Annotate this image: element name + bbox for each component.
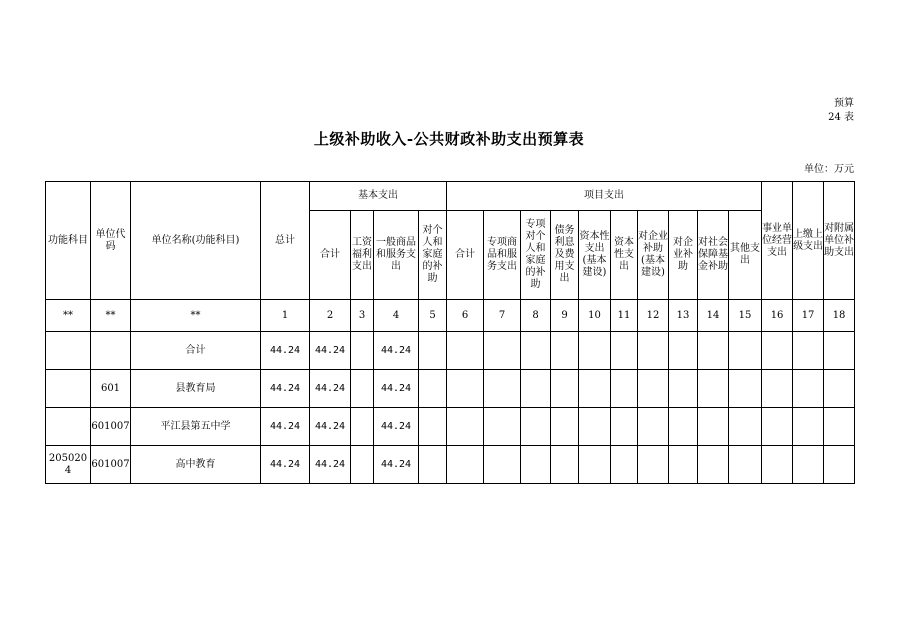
header-extra-2: 对附属单位补助支出 [824,182,855,300]
func-code-cell [46,370,91,408]
amount-cell [638,446,669,484]
table-row [46,332,855,370]
func-code-cell [46,332,91,370]
numbering-row [46,300,855,332]
amount-cell: 44.24 [374,408,419,446]
column-number: 3 [351,300,374,332]
unit-code-cell: 601007 [91,446,131,484]
amount-cell [698,370,729,408]
column-number: 12 [638,300,669,332]
amount-cell [762,408,793,446]
header-project-1: 专项商品和服务支出 [484,211,521,300]
column-number: 9 [551,300,579,332]
amount-cell [824,408,855,446]
table-row [46,370,855,408]
header-basic-2: 一般商品和服务支出 [374,211,419,300]
amount-cell [447,446,484,484]
amount-cell [484,332,521,370]
amount-cell [484,408,521,446]
column-number: 2 [310,300,351,332]
column-number: 14 [698,300,729,332]
amount-cell: 44.24 [261,332,310,370]
amount-cell [698,332,729,370]
amount-cell [551,446,579,484]
amount-cell [351,408,374,446]
column-number: ** [91,300,131,332]
amount-cell [521,332,551,370]
amount-cell [669,370,698,408]
amount-cell [762,332,793,370]
amount-cell [351,370,374,408]
amount-cell [447,332,484,370]
header-basic-1: 工资福利支出 [351,211,374,300]
amount-cell [638,332,669,370]
amount-cell [579,370,611,408]
amount-cell: 44.24 [374,370,419,408]
amount-cell: 44.24 [310,332,351,370]
column-number: 15 [729,300,762,332]
column-number: 18 [824,300,855,332]
amount-cell: 44.24 [310,408,351,446]
header-total: 总计 [261,182,310,300]
amount-cell: 44.24 [261,408,310,446]
amount-cell [351,332,374,370]
header-func-code: 功能科目 [46,182,91,300]
header-project-3: 债务利息及费用支出 [551,211,579,300]
header-project-2: 专项对个人和家庭的补助 [521,211,551,300]
amount-cell: 44.24 [310,446,351,484]
header-project-group: 项目支出 [447,182,762,211]
amount-cell [521,370,551,408]
header-basic-group: 基本支出 [310,182,447,211]
header-extra-1: 上缴上级支出 [793,182,824,300]
unit-code-cell: 601 [91,370,131,408]
column-number: 7 [484,300,521,332]
amount-cell [729,408,762,446]
column-number: 4 [374,300,419,332]
amount-cell [669,408,698,446]
column-number: 16 [762,300,793,332]
amount-cell [551,408,579,446]
form-number-line-2: 24 表 [828,112,854,123]
func-code-cell [46,408,91,446]
column-number: 17 [793,300,824,332]
budget-table [45,181,855,484]
amount-cell [824,370,855,408]
table-row [46,446,855,484]
amount-cell [824,446,855,484]
amount-cell [638,370,669,408]
unit-code-cell: 601007 [91,408,131,446]
amount-cell [419,370,447,408]
header-basic-3: 对个人和家庭的补助 [419,211,447,300]
amount-cell [611,370,638,408]
column-number: 13 [669,300,698,332]
amount-cell [698,408,729,446]
amount-cell [521,446,551,484]
amount-cell [669,332,698,370]
amount-cell: 44.24 [261,370,310,408]
column-number: 6 [447,300,484,332]
amount-cell [793,408,824,446]
amount-cell [551,332,579,370]
column-number: 11 [611,300,638,332]
header-basic-0: 合计 [310,211,351,300]
amount-cell [579,408,611,446]
amount-cell [793,370,824,408]
amount-cell [447,370,484,408]
form-number-line-1: 预算 [834,98,854,109]
header-project-6: 对企业补助(基本建设) [638,211,669,300]
amount-cell [611,332,638,370]
amount-cell [638,408,669,446]
header-project-5: 资本性支出 [611,211,638,300]
column-number: 1 [261,300,310,332]
func-code-cell: 2050204 [46,446,91,484]
amount-cell [419,332,447,370]
header-project-7: 对企业补助 [669,211,698,300]
amount-cell [729,370,762,408]
amount-cell [793,446,824,484]
header-project-4: 资本性支出(基本建设) [579,211,611,300]
page-title: 上级补助收入-公共财政补助支出预算表 [313,130,585,148]
unit-name-cell: 平江县第五中学 [131,408,261,446]
amount-cell [579,332,611,370]
amount-cell [484,370,521,408]
amount-cell [729,446,762,484]
amount-cell: 44.24 [374,332,419,370]
column-number: 10 [579,300,611,332]
unit-label: 单位：万元 [804,164,854,175]
table-row [46,408,855,446]
amount-cell: 44.24 [261,446,310,484]
amount-cell: 44.24 [310,370,351,408]
header-row-groups [46,182,855,211]
amount-cell [484,446,521,484]
column-number: ** [46,300,91,332]
amount-cell [419,446,447,484]
column-number: 8 [521,300,551,332]
amount-cell [579,446,611,484]
unit-name-cell: 合计 [131,332,261,370]
amount-cell [611,408,638,446]
column-number: 5 [419,300,447,332]
unit-name-cell: 县教育局 [131,370,261,408]
header-unit-code: 单位代码 [91,182,131,300]
amount-cell [551,370,579,408]
amount-cell: 44.24 [374,446,419,484]
unit-name-cell: 高中教育 [131,446,261,484]
header-project-8: 对社会保障基金补助 [698,211,729,300]
header-extra-0: 事业单位经营支出 [762,182,793,300]
column-number: ** [131,300,261,332]
form-number [828,97,854,125]
amount-cell [762,446,793,484]
header-project-9: 其他支出 [729,211,762,300]
amount-cell [611,446,638,484]
amount-cell [351,446,374,484]
amount-cell [793,332,824,370]
amount-cell [762,370,793,408]
header-project-0: 合计 [447,211,484,300]
header-unit-name: 单位名称(功能科目) [131,182,261,300]
amount-cell [419,408,447,446]
amount-cell [729,332,762,370]
amount-cell [447,408,484,446]
amount-cell [698,446,729,484]
unit-code-cell [91,332,131,370]
amount-cell [521,408,551,446]
amount-cell [669,446,698,484]
amount-cell [824,332,855,370]
